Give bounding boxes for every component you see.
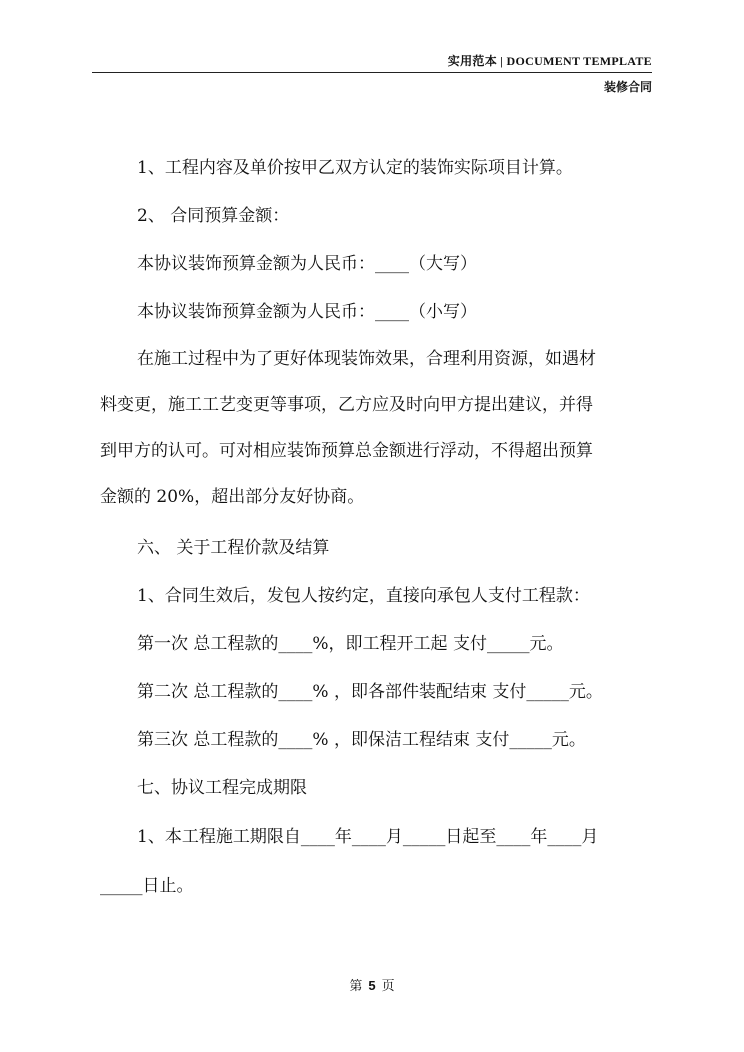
section-6-heading: 六、 关于工程价款及结算 <box>137 538 330 558</box>
header-doc-label: 实用范本 | DOCUMENT TEMPLATE <box>447 54 652 68</box>
paragraph-line: 料变更，施工工艺变更等事项，乙方应及时向甲方提出建议，并得 <box>100 395 593 415</box>
paragraph-line: 在施工过程中为了更好体现装饰效果，合理利用资源，如遇材 <box>137 349 596 369</box>
budget-amount-uppercase: 本协议装饰预算金额为人民币：____（大写） <box>137 254 477 274</box>
footer-prefix: 第 <box>349 979 363 994</box>
page-number: 5 <box>368 978 376 993</box>
document-body <box>100 144 660 910</box>
section-7-heading: 七、协议工程完成期限 <box>137 778 307 798</box>
construction-period-line-2: _____日止。 <box>100 876 194 896</box>
paragraph-line: 到甲方的认可。可对相应装饰预算总金额进行浮动，不得超出预算 <box>100 441 593 461</box>
budget-adjustment-paragraph <box>100 336 660 520</box>
payment-third-installment: 第三次 总工程款的____% ，即保洁工程结束 支付_____元。 <box>137 730 586 750</box>
clause-2-heading: 2、 合同预算金额： <box>137 206 290 226</box>
payment-second-installment: 第二次 总工程款的____% ，即各部件装配结束 支付_____元。 <box>137 682 603 702</box>
page-footer <box>0 975 744 994</box>
construction-period-line-1: 1、本工程施工期限自____年____月_____日起至____年____月 <box>137 827 599 847</box>
payment-first-installment: 第一次 总工程款的____%，即工程开工起 支付_____元。 <box>137 634 564 654</box>
clause-1-content: 1、工程内容及单价按甲乙双方认定的装饰实际项目计算。 <box>137 158 573 178</box>
footer-suffix: 页 <box>381 979 395 994</box>
header-divider <box>92 72 652 73</box>
header-subtitle: 装修合同 <box>603 80 652 94</box>
payment-clause-1: 1、合同生效后，发包人按约定，直接向承包人支付工程款： <box>137 586 590 606</box>
budget-amount-lowercase: 本协议装饰预算金额为人民币：____（小写） <box>137 302 477 322</box>
paragraph-line: 金额的 20%，超出部分友好协商。 <box>100 487 365 507</box>
